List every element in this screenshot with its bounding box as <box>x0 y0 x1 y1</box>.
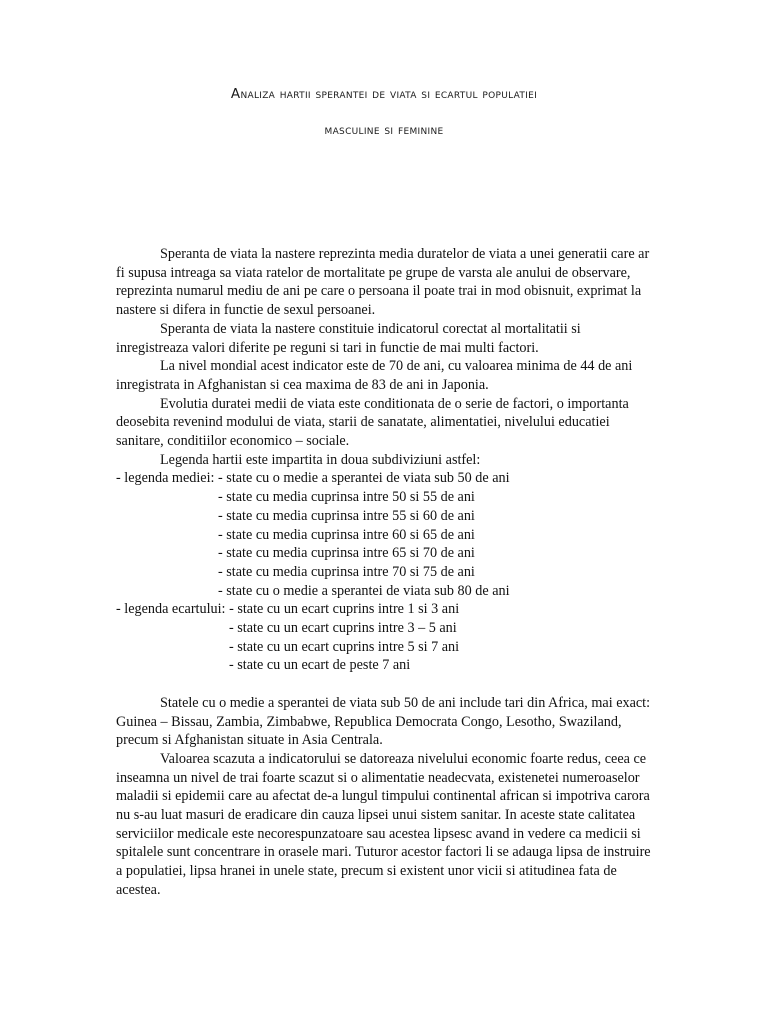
paragraph: Speranta de viata la nastere reprezinta media duratelor de viata a unei generatii care ar fi supusa intreaga sa viata ratelor de mortalitate pe grupe de varsta ale anului de observare, reprezinta numarul mediu de ani pe care o persoana il poate trai in mod obisnuit, exprimat la nastere si difera in functie de sexul persoanei. <box>116 246 650 319</box>
legend-item: - state cu media cuprinsa intre 70 si 75 de ani <box>218 563 475 580</box>
paragraph: Legenda hartii este impartita in doua subdiviziuni astfel: <box>160 451 481 468</box>
paragraph: Speranta de viata la nastere constituie indicatorul corectat al mortalitatii si inregistreaza valori diferite pe reguni si tari in functie de mai multi factori. <box>116 320 581 356</box>
paragraph: Evolutia duratei medii de viata este conditionata de o serie de factori, o importanta deosebita revenind modului de viata, starii de sanatate, alimentatiei, nivelului educatiei sanitare, conditiilor economico – sociale. <box>116 395 629 450</box>
legend-item: - state cu media cuprinsa intre 60 si 65 de ani <box>218 526 475 543</box>
legend-item: - state cu o medie a sperantei de viata sub 50 de ani <box>218 470 510 487</box>
legend-item: - state cu un ecart de peste 7 ani <box>229 657 411 674</box>
legend-ecart-label: - legenda ecartului: <box>116 601 226 618</box>
document-title-line1: Analiza hartii sperantei de viata si ecartul populatiei <box>230 86 538 102</box>
paragraph: La nivel mondial acest indicator este de 70 de ani, cu valoarea minima de 44 de ani inregistrata in Afghanistan si cea maxima de 83 de ani in Japonia. <box>116 358 633 393</box>
legend-item: - state cu media cuprinsa intre 50 si 55 de ani <box>218 489 475 506</box>
paragraph: Statele cu o medie a sperantei de viata sub 50 de ani include tari din Africa, mai exact: Guinea – Bissau, Zambia, Zimbabwe, Republica Democrata Congo, Lesotho, Swaziland, precum si Afghanistan situate in Asia Centrala. <box>116 694 651 749</box>
paragraph: Valoarea scazuta a indicatorului se datoreaza nivelului economic foarte redus, ceea ce inseamna un nivel de trai foarte scazut si o alimentatie neadecvata, existenetei numeroaselor maladii si epidemii care au afectat de-a lungul timpului continental african si impotriva carora nu s-au luat masuri de eradicare din cauza lipsei unui sistem sanitar. In aceste state calitatea serviciilor medicale este necorespunzatoare sau acestea lipsesc avand in vedere ca medicii si spitalele sunt concentrare in orasele mari. Tuturor acestor factori li se adauga lipsa de instruire a populatiei, lipsa hranei in unele state, precum si existent unor vicii si atitudinea fata de acestea. <box>116 750 651 898</box>
legend-media <box>116 469 656 600</box>
legend-item: - state cu un ecart cuprins intre 5 si 7 ani <box>229 638 460 655</box>
legend-media-label: - legenda mediei: <box>116 470 215 487</box>
document-title-line2: masculine si feminine <box>324 122 444 138</box>
legend-item: - state cu un ecart cuprins intre 1 si 3 ani <box>229 601 460 618</box>
legend-item: - state cu media cuprinsa intre 65 si 70 de ani <box>218 545 475 562</box>
legend-item: - state cu media cuprinsa intre 55 si 60 de ani <box>218 507 475 524</box>
legend-item: - state cu o medie a sperantei de viata sub 80 de ani <box>218 582 510 599</box>
legend-item: - state cu un ecart cuprins intre 3 – 5 ani <box>229 620 457 637</box>
legend-ecart <box>116 600 656 675</box>
document-body <box>116 245 656 900</box>
